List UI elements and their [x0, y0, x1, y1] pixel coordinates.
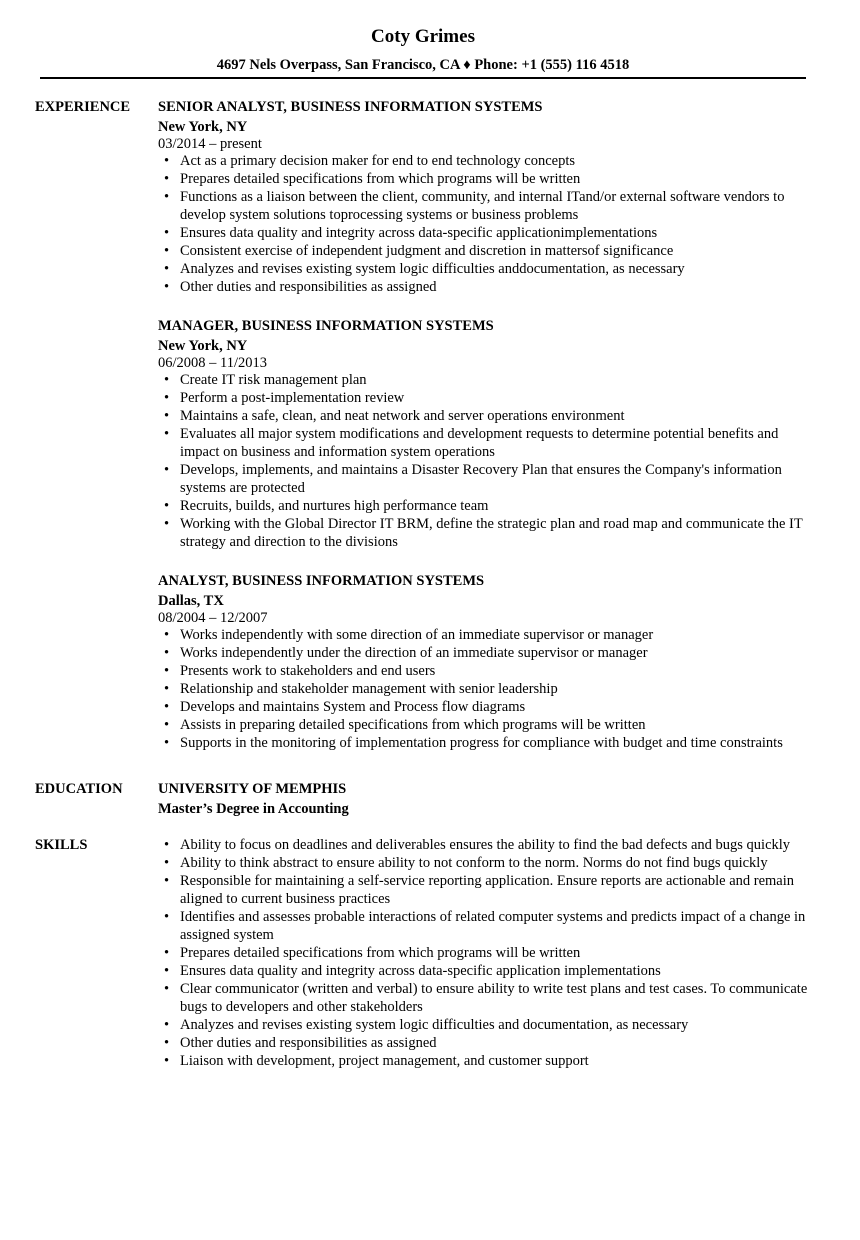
bullet-text: Relationship and stakeholder management with senior leadership — [180, 681, 558, 697]
bullet-dot-icon: • — [164, 189, 170, 205]
skills-list — [158, 836, 818, 1070]
bullet-text: Develops and maintains System and Process flow diagrams — [180, 699, 526, 715]
resume-header — [0, 26, 846, 73]
bullet-text: Liaison with development, project management, and customer support — [180, 1053, 589, 1069]
bullet-text: Clear communicator (written and verbal) to ensure ability to write test plans and test cases. To communicate bugs to developers and other stakeholders — [180, 981, 808, 1015]
bullet-text: Prepares detailed specifications from which programs will be written — [180, 945, 581, 961]
job-title: ANALYST, BUSINESS INFORMATION SYSTEMS — [158, 573, 485, 589]
contact-line: 4697 Nels Overpass, San Francisco, CA ♦ Phone: +1 (555) 116 4518 — [216, 57, 630, 73]
bullet-item — [158, 980, 818, 1016]
bullet-item — [158, 389, 818, 407]
bullet-dot-icon: • — [164, 1017, 170, 1033]
bullet-text: Analyzes and revises existing system logic difficulties and documentation, as necessary — [180, 1017, 689, 1033]
bullet-dot-icon: • — [164, 735, 170, 751]
bullet-dot-icon: • — [164, 855, 170, 871]
bullet-item — [158, 497, 818, 515]
bullet-item — [158, 188, 818, 224]
bullet-item — [158, 1034, 818, 1052]
bullet-dot-icon: • — [164, 153, 170, 169]
header-divider — [40, 77, 806, 79]
bullet-text: Develops, implements, and maintains a Disaster Recovery Plan that ensures the Company's information systems are protected — [180, 462, 782, 496]
candidate-name: Coty Grimes — [371, 26, 475, 47]
job-bullets — [158, 371, 818, 551]
bullet-item — [158, 242, 818, 260]
education-body — [158, 780, 818, 818]
bullet-dot-icon: • — [164, 408, 170, 424]
bullet-item — [158, 734, 818, 752]
bullet-dot-icon: • — [164, 981, 170, 997]
bullet-item — [158, 944, 818, 962]
bullet-dot-icon: • — [164, 171, 170, 187]
bullet-dot-icon: • — [164, 243, 170, 259]
degree: Master’s Degree in Accounting — [158, 801, 349, 817]
bullet-text: Functions as a liaison between the client, community, and internal ITand/or external software vendors to develop system solutions toprocessing systems or business problems — [180, 189, 785, 223]
job-location: Dallas, TX — [158, 593, 224, 609]
bullet-text: Analyzes and revises existing system logic difficulties anddocumentation, as necessary — [180, 261, 685, 277]
bullet-dot-icon: • — [164, 699, 170, 715]
bullet-item — [158, 224, 818, 242]
job-dates: 03/2014 – present — [158, 136, 262, 152]
bullet-text: Ability to think abstract to ensure ability to not conform to the norm. Norms do not find bugs quickly — [180, 855, 768, 871]
bullet-dot-icon: • — [164, 372, 170, 388]
bullet-dot-icon: • — [164, 261, 170, 277]
bullet-item — [158, 962, 818, 980]
school-name: UNIVERSITY OF MEMPHIS — [158, 781, 347, 797]
bullet-dot-icon: • — [164, 390, 170, 406]
bullet-text: Assists in preparing detailed specifications from which programs will be written — [180, 717, 646, 733]
experience-label: EXPERIENCE — [35, 99, 131, 115]
bullet-text: Consistent exercise of independent judgment and discretion in mattersof significance — [180, 243, 674, 259]
bullet-item — [158, 425, 818, 461]
bullet-text: Ensures data quality and integrity across data-specific applicationimplementations — [180, 225, 658, 241]
bullet-text: Identifies and assesses probable interactions of related computer systems and predicts impact of a change in assigned system — [180, 909, 806, 943]
bullet-dot-icon: • — [164, 279, 170, 295]
bullet-dot-icon: • — [164, 1035, 170, 1051]
bullet-dot-icon: • — [164, 462, 170, 478]
bullet-item — [158, 626, 818, 644]
bullet-text: Supports in the monitoring of implementation progress for compliance with budget and time constraints — [180, 735, 783, 751]
job-title: SENIOR ANALYST, BUSINESS INFORMATION SYSTEMS — [158, 99, 543, 115]
bullet-text: Perform a post-implementation review — [180, 390, 405, 406]
education-label: EDUCATION — [35, 781, 123, 797]
bullet-item — [158, 152, 818, 170]
bullet-item — [158, 680, 818, 698]
bullet-dot-icon: • — [164, 627, 170, 643]
bullet-item — [158, 854, 818, 872]
bullet-text: Prepares detailed specifications from which programs will be written — [180, 171, 581, 187]
bullet-item — [158, 872, 818, 908]
bullet-dot-icon: • — [164, 963, 170, 979]
job-entry — [158, 317, 818, 551]
bullet-item — [158, 278, 818, 296]
bullet-text: Other duties and responsibilities as assigned — [180, 1035, 437, 1051]
bullet-dot-icon: • — [164, 717, 170, 733]
bullet-text: Presents work to stakeholders and end users — [180, 663, 436, 679]
bullet-item — [158, 170, 818, 188]
bullet-dot-icon: • — [164, 1053, 170, 1069]
skills-body — [158, 836, 818, 1070]
bullet-text: Responsible for maintaining a self-service reporting application. Ensure reports are actionable and remain aligned to current business practices — [180, 873, 795, 907]
bullet-dot-icon: • — [164, 837, 170, 853]
bullet-item — [158, 698, 818, 716]
bullet-text: Other duties and responsibilities as assigned — [180, 279, 437, 295]
bullet-text: Working with the Global Director IT BRM, define the strategic plan and road map and communicate the IT strategy and direction to the divisions — [180, 516, 803, 550]
bullet-text: Create IT risk management plan — [180, 372, 367, 388]
bullet-text: Ability to focus on deadlines and deliverables ensures the ability to find the bad defects and bugs quickly — [180, 837, 791, 853]
bullet-dot-icon: • — [164, 498, 170, 514]
bullet-dot-icon: • — [164, 225, 170, 241]
bullet-dot-icon: • — [164, 426, 170, 442]
bullet-dot-icon: • — [164, 645, 170, 661]
bullet-item — [158, 260, 818, 278]
job-location: New York, NY — [158, 338, 248, 354]
job-entry — [158, 98, 818, 296]
job-bullets — [158, 626, 818, 752]
bullet-text: Works independently with some direction of an immediate supervisor or manager — [180, 627, 654, 643]
skills-label: SKILLS — [35, 837, 88, 853]
bullet-item — [158, 716, 818, 734]
job-entry — [158, 572, 818, 752]
bullet-item — [158, 644, 818, 662]
bullet-item — [158, 1016, 818, 1034]
bullet-text: Works independently under the direction of an immediate supervisor or manager — [180, 645, 648, 661]
job-title: MANAGER, BUSINESS INFORMATION SYSTEMS — [158, 318, 494, 334]
bullet-item — [158, 515, 818, 551]
bullet-text: Act as a primary decision maker for end to end technology concepts — [180, 153, 575, 169]
bullet-dot-icon: • — [164, 663, 170, 679]
bullet-text: Evaluates all major system modifications and development requests to determine potential benefits and impact on business and information system operations — [180, 426, 779, 460]
bullet-item — [158, 662, 818, 680]
bullet-item — [158, 908, 818, 944]
bullet-text: Ensures data quality and integrity across data-specific application implementations — [180, 963, 661, 979]
job-dates: 06/2008 – 11/2013 — [158, 355, 268, 371]
bullet-item — [158, 1052, 818, 1070]
bullet-text: Recruits, builds, and nurtures high performance team — [180, 498, 489, 514]
bullet-text: Maintains a safe, clean, and neat network and server operations environment — [180, 408, 625, 424]
bullet-dot-icon: • — [164, 681, 170, 697]
bullet-dot-icon: • — [164, 945, 170, 961]
job-dates: 08/2004 – 12/2007 — [158, 610, 268, 626]
bullet-item — [158, 371, 818, 389]
bullet-item — [158, 407, 818, 425]
bullet-dot-icon: • — [164, 516, 170, 532]
experience-list — [158, 98, 818, 773]
job-bullets — [158, 152, 818, 296]
job-location: New York, NY — [158, 119, 248, 135]
bullet-dot-icon: • — [164, 873, 170, 889]
bullet-item — [158, 461, 818, 497]
bullet-dot-icon: • — [164, 909, 170, 925]
bullet-item — [158, 836, 818, 854]
